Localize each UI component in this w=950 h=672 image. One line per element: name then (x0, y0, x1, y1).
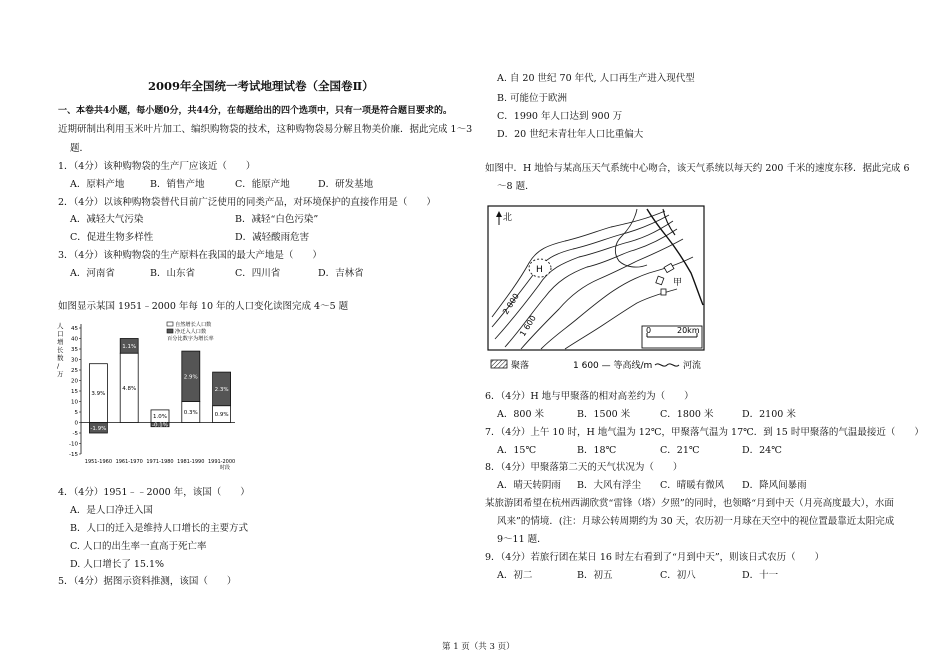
q5-option-c: C．1990 年人口达到 900 万 (497, 111, 623, 122)
q1-option-d: D．研发基地 (318, 179, 374, 190)
q3-option-c: C．四川省 (235, 268, 281, 279)
y-tick-label: 40 (71, 336, 78, 343)
data-label: 2.9% (183, 374, 198, 381)
scale-20km: 20km (677, 326, 700, 335)
data-label: -0.1% (152, 422, 168, 429)
y-tick-label: 10 (71, 399, 78, 406)
q7-option-d: D．24℃ (742, 445, 782, 456)
q1-option-a: A．原料产地 (70, 179, 125, 190)
q9-stem: 9．（4分）若旅行团在某日 16 时左右看到了“月到中天”，则该日式农历（ ） (485, 552, 825, 563)
q6-option-b: B．1500 米 (577, 409, 631, 420)
intro-1-line-2: 题． (70, 143, 90, 154)
legend-natural: 自然增长人口数 (175, 322, 212, 328)
y-tick-label: 30 (71, 357, 78, 364)
x-tick-label: 1991-2000 (207, 459, 236, 465)
y-tick-label: -15 (69, 452, 78, 458)
y-axis-label-char: / (57, 362, 60, 370)
y-axis-label-char: 长 (57, 346, 64, 354)
q1-option-b: B．销售产地 (150, 179, 205, 190)
q7-stem: 7．（4分）上午 10 时，H 地气温为 12℃，甲聚落气温为 17℃．到 15 时甲聚落的气温最接近（ ） (485, 427, 924, 438)
intro-4-line-2: 风来”的情境．(注：月球公转周期约为 30 天，农历初一月球在天空中的视位置最靠近太阳完成 (497, 516, 895, 527)
q6-stem: 6．（4分）H 地与甲聚落的相对高差约为（ ） (485, 391, 694, 402)
q8-option-c: C．晴暖有微风 (660, 480, 725, 491)
intro-3-line-1: 如图中．H 地恰与某高压天气系统中心吻合，该天气系统以每天约 200 千米的速度东移．据此完成 6 (485, 163, 910, 174)
contour-label-1600: 1 600 (518, 313, 538, 339)
q2-option-c: C．促进生物多样性 (70, 232, 154, 243)
q6-option-a: A．800 米 (497, 409, 545, 420)
intro-4-line-1: 某旅游团希望在杭州西湖欣赏“雷锋（塔）夕照”的同时，也领略“月到中天（月亮高度最大），水面 (485, 498, 894, 509)
y-tick-label: 15 (71, 389, 78, 395)
q7-option-c: C．21℃ (660, 445, 700, 456)
legend-migration: 净迁入人口数 (175, 329, 207, 335)
y-axis-label-char: 口 (57, 330, 64, 338)
q4-option-d: D. 人口增长了 15.1% (70, 559, 165, 570)
q2-stem: 2．（4分）以该种购物袋替代目前广泛使用的同类产品，对环境保护的直接作用是（ ） (58, 197, 436, 208)
q3-stem: 3．（4分）该种购物袋的生产原料在我国的最大产地是（ ） (58, 250, 322, 261)
q9-option-c: C．初八 (660, 570, 696, 581)
legend-village: 聚落 (511, 361, 530, 371)
q4-option-a: A．是人口净迁入国 (70, 505, 153, 516)
q9-option-b: B．初五 (577, 570, 613, 581)
q8-stem: 8．（4分）甲聚落第二天的天气状况为（ ） (485, 462, 683, 473)
h-label: H (536, 265, 543, 275)
q4-stem: 4．（4分）1951﹣﹣2000 年，该国（ ） (58, 487, 250, 498)
q5-stem: 5．（4分）据图示资料推测，该国（ ） (58, 576, 237, 587)
data-label: 2.3% (214, 386, 229, 393)
y-axis-label-char: 人 (57, 322, 64, 330)
page-footer: 第 1 页（共 3 页） (442, 642, 515, 652)
x-axis-label: 时段 (219, 465, 231, 471)
intro-1-line-1: 近期研制出利用玉米叶片加工、编织购物袋的技术，这种购物袋易分解且物美价廉．据此完成 1～3 (58, 124, 473, 135)
q8-option-a: A．晴天转阴雨 (497, 480, 561, 491)
scale-zero: 0 (646, 326, 652, 335)
y-tick-label: -5 (72, 431, 78, 437)
page-title: 2009年全国统一考试地理试卷（全国卷Ⅱ） (148, 79, 374, 93)
y-axis-label-char: 万 (57, 370, 64, 378)
q5-option-a: A. 自 20 世纪 70 年代, 人口再生产进入现代型 (497, 73, 695, 84)
data-label: 4.8% (122, 385, 137, 392)
data-label: 0.9% (214, 412, 229, 419)
legend-swatch-migration (167, 329, 173, 333)
q7-option-a: A．15℃ (497, 445, 537, 456)
q1-option-c: C．能原产地 (235, 179, 290, 190)
intro-2: 如图显示某国 1951﹣2000 年每 10 年的人口变化读图完成 4～5 题 (58, 301, 349, 312)
data-label: -1.9% (90, 425, 107, 432)
q3-option-d: D．吉林省 (318, 268, 364, 279)
legend-swatch-natural (167, 322, 173, 326)
y-tick-label: 20 (71, 378, 78, 385)
intro-4-line-3: 9～11 题． (497, 534, 547, 545)
north-label: 北 (503, 213, 513, 223)
x-tick-label: 1961-1970 (115, 459, 143, 465)
population-chart (55, 316, 240, 471)
x-tick-label: 1981-1990 (177, 459, 205, 465)
q6-option-c: C．1800 米 (660, 409, 714, 420)
data-label: 0.3% (183, 410, 198, 416)
data-label: 3.9% (91, 391, 106, 398)
q1-stem: 1．（4分）该种购物袋的生产厂应该近（ ） (58, 161, 256, 172)
legend-contour: 1 600 — 等高线/m (573, 361, 653, 371)
data-label: 1.1% (122, 343, 137, 350)
q3-option-b: B．山东省 (150, 268, 195, 279)
q9-option-d: D．十一 (742, 570, 779, 581)
y-tick-label: 35 (71, 347, 78, 353)
x-tick-label: 1951-1960 (84, 459, 113, 465)
y-axis-label-char: 增 (57, 338, 64, 346)
section-heading: 一、本卷共4小题，每小题0分，共44分，在每题给出的四个选项中，只有一项是符合题目要求的。 (58, 106, 453, 116)
q2-option-b: B．减轻“白色污染” (235, 214, 319, 225)
topographic-map (487, 205, 705, 377)
y-tick-label: -10 (69, 441, 78, 448)
contour-label-2000: 2 000 (501, 291, 521, 317)
x-tick-label: 1971-1980 (146, 459, 174, 465)
q8-option-d: D．降风间暴雨 (742, 480, 807, 491)
q6-option-d: D．2100 米 (742, 409, 796, 420)
y-tick-label: 5 (74, 410, 78, 416)
q8-option-b: B．大风有浮尘 (577, 480, 641, 491)
y-tick-label: 0 (74, 420, 78, 427)
y-tick-label: 45 (71, 326, 78, 332)
q5-option-d: D．20 世纪末青壮年人口比重偏大 (497, 129, 644, 140)
q4-option-b: B．人口的迁入是维持人口增长的主要方式 (70, 523, 248, 534)
y-tick-label: 25 (71, 368, 78, 374)
q3-option-a: A．河南省 (70, 268, 115, 279)
q7-option-b: B．18℃ (577, 445, 617, 456)
legend-note: 百分比数字为增长率 (167, 336, 214, 342)
y-axis-label-char: 数 (57, 354, 64, 362)
village-label: 甲 (673, 278, 683, 288)
q2-option-d: D．减轻酸雨危害 (235, 232, 310, 243)
legend-river-icon (655, 364, 679, 366)
legend-village-icon (491, 360, 507, 368)
q4-option-c: C. 人口的出生率一直高于死亡率 (70, 541, 207, 552)
q2-option-a: A．减轻大气污染 (70, 214, 144, 225)
legend-river: 河流 (683, 361, 702, 371)
q5-option-b: B. 可能位于欧洲 (497, 93, 568, 104)
data-label: 1.0% (153, 414, 167, 421)
q9-option-a: A．初二 (497, 570, 533, 581)
intro-3-line-2: ～8 题． (497, 181, 535, 192)
